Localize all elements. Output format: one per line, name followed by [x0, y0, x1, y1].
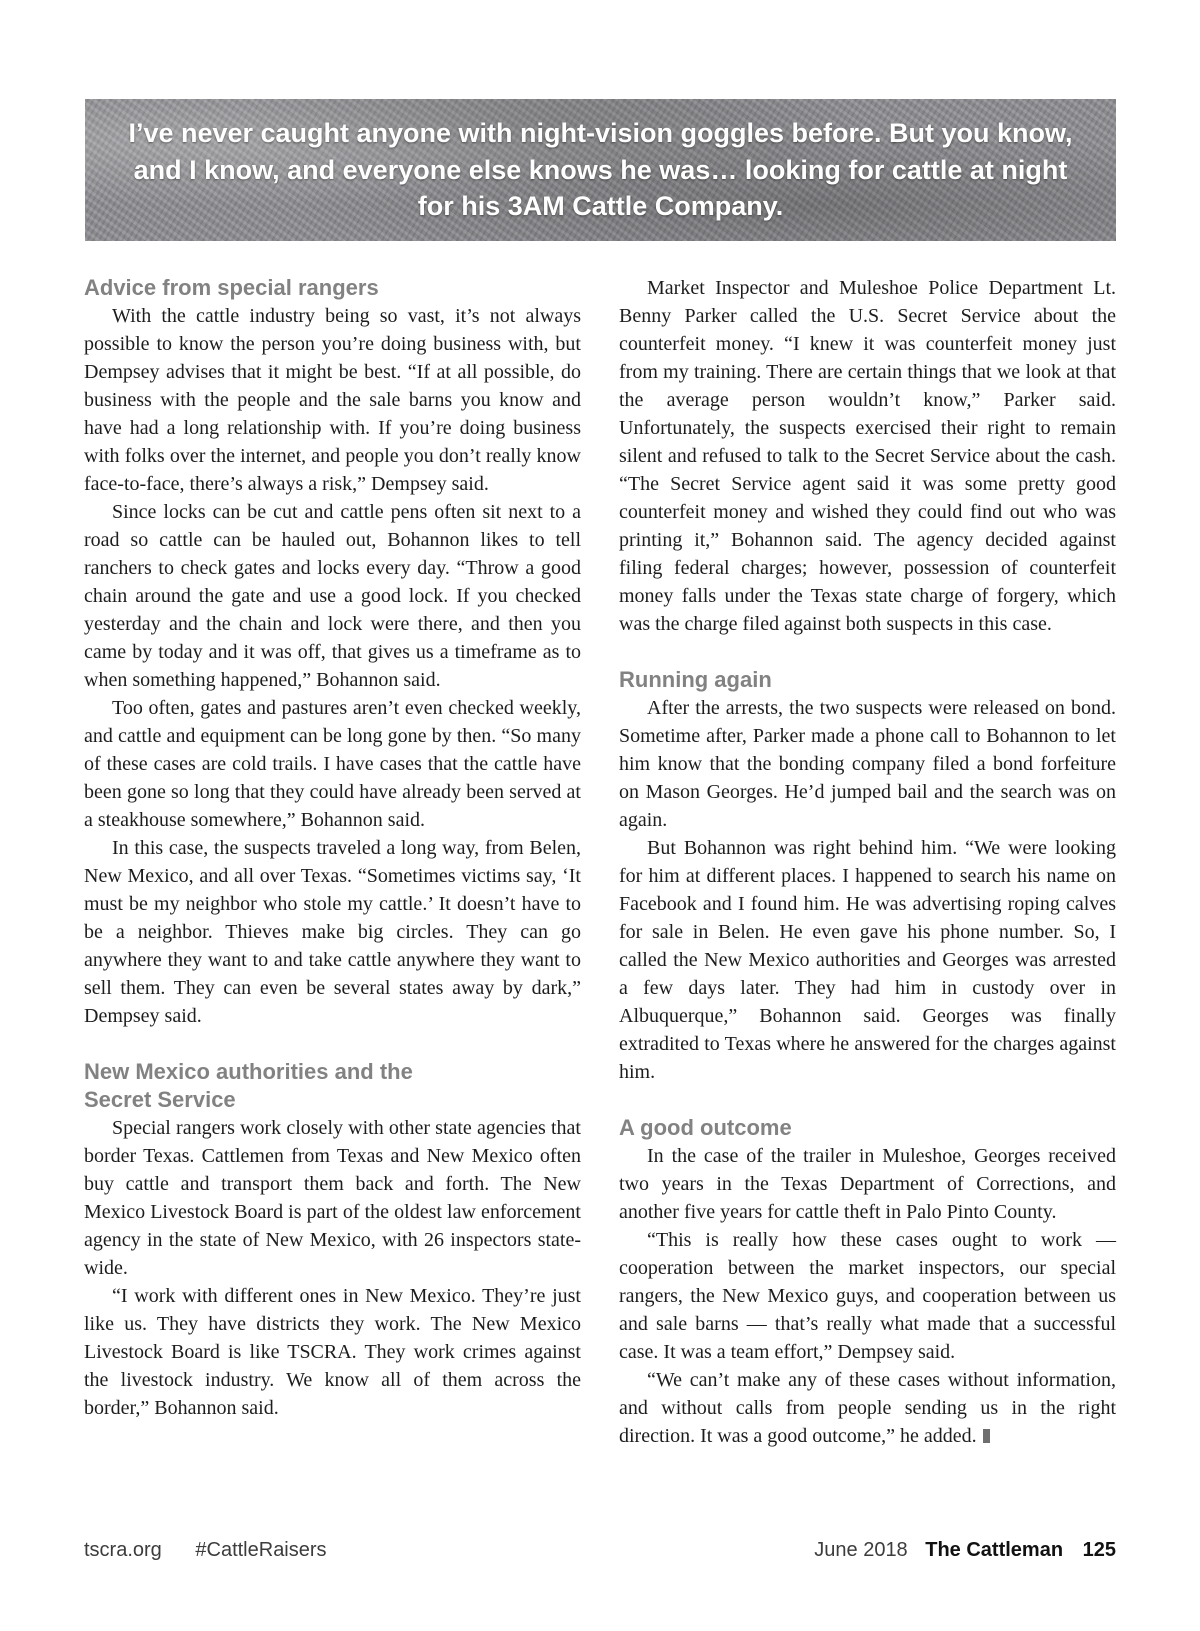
section-heading-good-outcome: A good outcome	[619, 1115, 792, 1140]
footer-left	[84, 1539, 327, 1562]
footer-hashtag: #CattleRaisers	[195, 1539, 327, 1561]
issue-date: June 2018	[814, 1539, 908, 1561]
paragraph-text: “We can’t make any of these cases without information, and without calls from people sending us in the right direction. It was a good outcome,” he added.	[619, 1369, 1116, 1447]
section-heading-advice: Advice from special rangers	[84, 275, 379, 300]
paragraph: Too often, gates and pastures aren’t even checked weekly, and cattle and equipment can be long gone by then. “So many of these cases are cold trails. I have cases that the cattle have been gone so long that they could have already been served at a steakhouse somewhere,” Bohannon said.	[84, 697, 581, 831]
magazine-name: The Cattleman	[925, 1539, 1064, 1561]
paragraph: After the arrests, the two suspects were released on bond. Sometime after, Parker made a phone call to Bohannon to let him know that the bonding company filed a bond forfeiture on Mason Georges. He’d jumped bail and the search was on again.	[619, 697, 1116, 831]
right-column	[619, 274, 1116, 1450]
pull-quote-banner	[85, 99, 1116, 241]
paragraph: In this case, the suspects traveled a long way, from Belen, New Mexico, and all over Texas. “Sometimes victims say, ‘It must be my neighbor who stole my cattle.’ It doesn’t have to be a neighbor. Thieves make big circles. They can go anywhere they want to and take cattle anywhere they want to sell them. They can even be several states away by dark,” Dempsey said.	[84, 837, 581, 1027]
page-footer	[84, 1539, 1116, 1569]
paragraph-final	[619, 1366, 1116, 1450]
footer-right	[814, 1539, 1116, 1562]
heading-line: New Mexico authorities and the	[84, 1059, 413, 1084]
section-heading-running-again: Running again	[619, 667, 772, 692]
page-number: 125	[1082, 1539, 1116, 1561]
paragraph: Special rangers work closely with other state agencies that border Texas. Cattlemen from Texas and New Mexico often buy cattle and transport them back and forth. The New Mexico Livestock Board is part of the oldest law enforcement agency in the state of New Mexico, with 26 inspectors state-wide.	[84, 1117, 581, 1279]
paragraph: “This is really how these cases ought to work — cooperation between the market inspectors, our special rangers, the New Mexico guys, and cooperation between us and sale barns — that’s really what made that a successful case. It was a team effort,” Dempsey said.	[619, 1229, 1116, 1363]
left-column	[84, 274, 581, 1422]
heading-line: Secret Service	[84, 1087, 236, 1112]
footer-website-link[interactable]: tscra.org	[84, 1539, 162, 1561]
paragraph: In the case of the trailer in Muleshoe, Georges received two years in the Texas Department of Corrections, and another five years for cattle theft in Palo Pinto County.	[619, 1145, 1116, 1223]
paragraph: Market Inspector and Muleshoe Police Department Lt. Benny Parker called the U.S. Secret Service about the counterfeit money. “I knew it was counterfeit money just from my training. There are certain things that we look at that the average person wouldn’t know,” Parker said. Unfortunately, the suspects exercised their right to remain silent and refused to talk to the Secret Service about the cash. “The Secret Service agent said it was some pretty good counterfeit money and wished they could find out who was printing it,” Bohannon said. The agency decided against filing federal charges; however, possession of counterfeit money falls under the Texas state charge of forgery, which was the charge filed against both suspects in this case.	[619, 277, 1116, 635]
paragraph: Since locks can be cut and cattle pens often sit next to a road so cattle can be hauled out, Bohannon likes to tell ranchers to check gates and locks every day. “Throw a good chain around the gate and use a good lock. If you checked yesterday and the chain and lock were there, and then you came by today and it was off, that gives us a timeframe as to when something happened,” Bohannon said.	[84, 501, 581, 691]
paragraph: With the cattle industry being so vast, it’s not always possible to know the person you’re doing business with, but Dempsey advises that it might be best. “If at all possible, do business with the people and the sale barns you know and have had a long relationship with. If you’re doing business with folks over the internet, and people you don’t really know face-to-face, there’s always a risk,” Dempsey said.	[84, 305, 581, 495]
paragraph: “I work with different ones in New Mexico. They’re just like us. They have districts they work. The New Mexico Livestock Board is like TSCRA. They work crimes against the livestock industry. We know all of them across the border,” Bohannon said.	[84, 1285, 581, 1419]
pull-quote: I’ve never caught anyone with night-vision goggles before. But you know, and I know, and everyone else knows he was… looking for cattle at night for his 3AM Cattle Company.	[128, 118, 1073, 222]
end-mark-icon	[983, 1429, 990, 1443]
paragraph: But Bohannon was right behind him. “We were looking for him at different places. I happened to search his name on Facebook and I found him. He was advertising roping calves for sale in Belen. He even gave his phone number. So, I called the New Mexico authorities and Georges was arrested a few days later. They had him in custody over in Albuquerque,” Bohannon said. Georges was finally extradited to Texas where he answered for the charges against him.	[619, 837, 1116, 1083]
section-heading-new-mexico	[84, 1058, 581, 1114]
